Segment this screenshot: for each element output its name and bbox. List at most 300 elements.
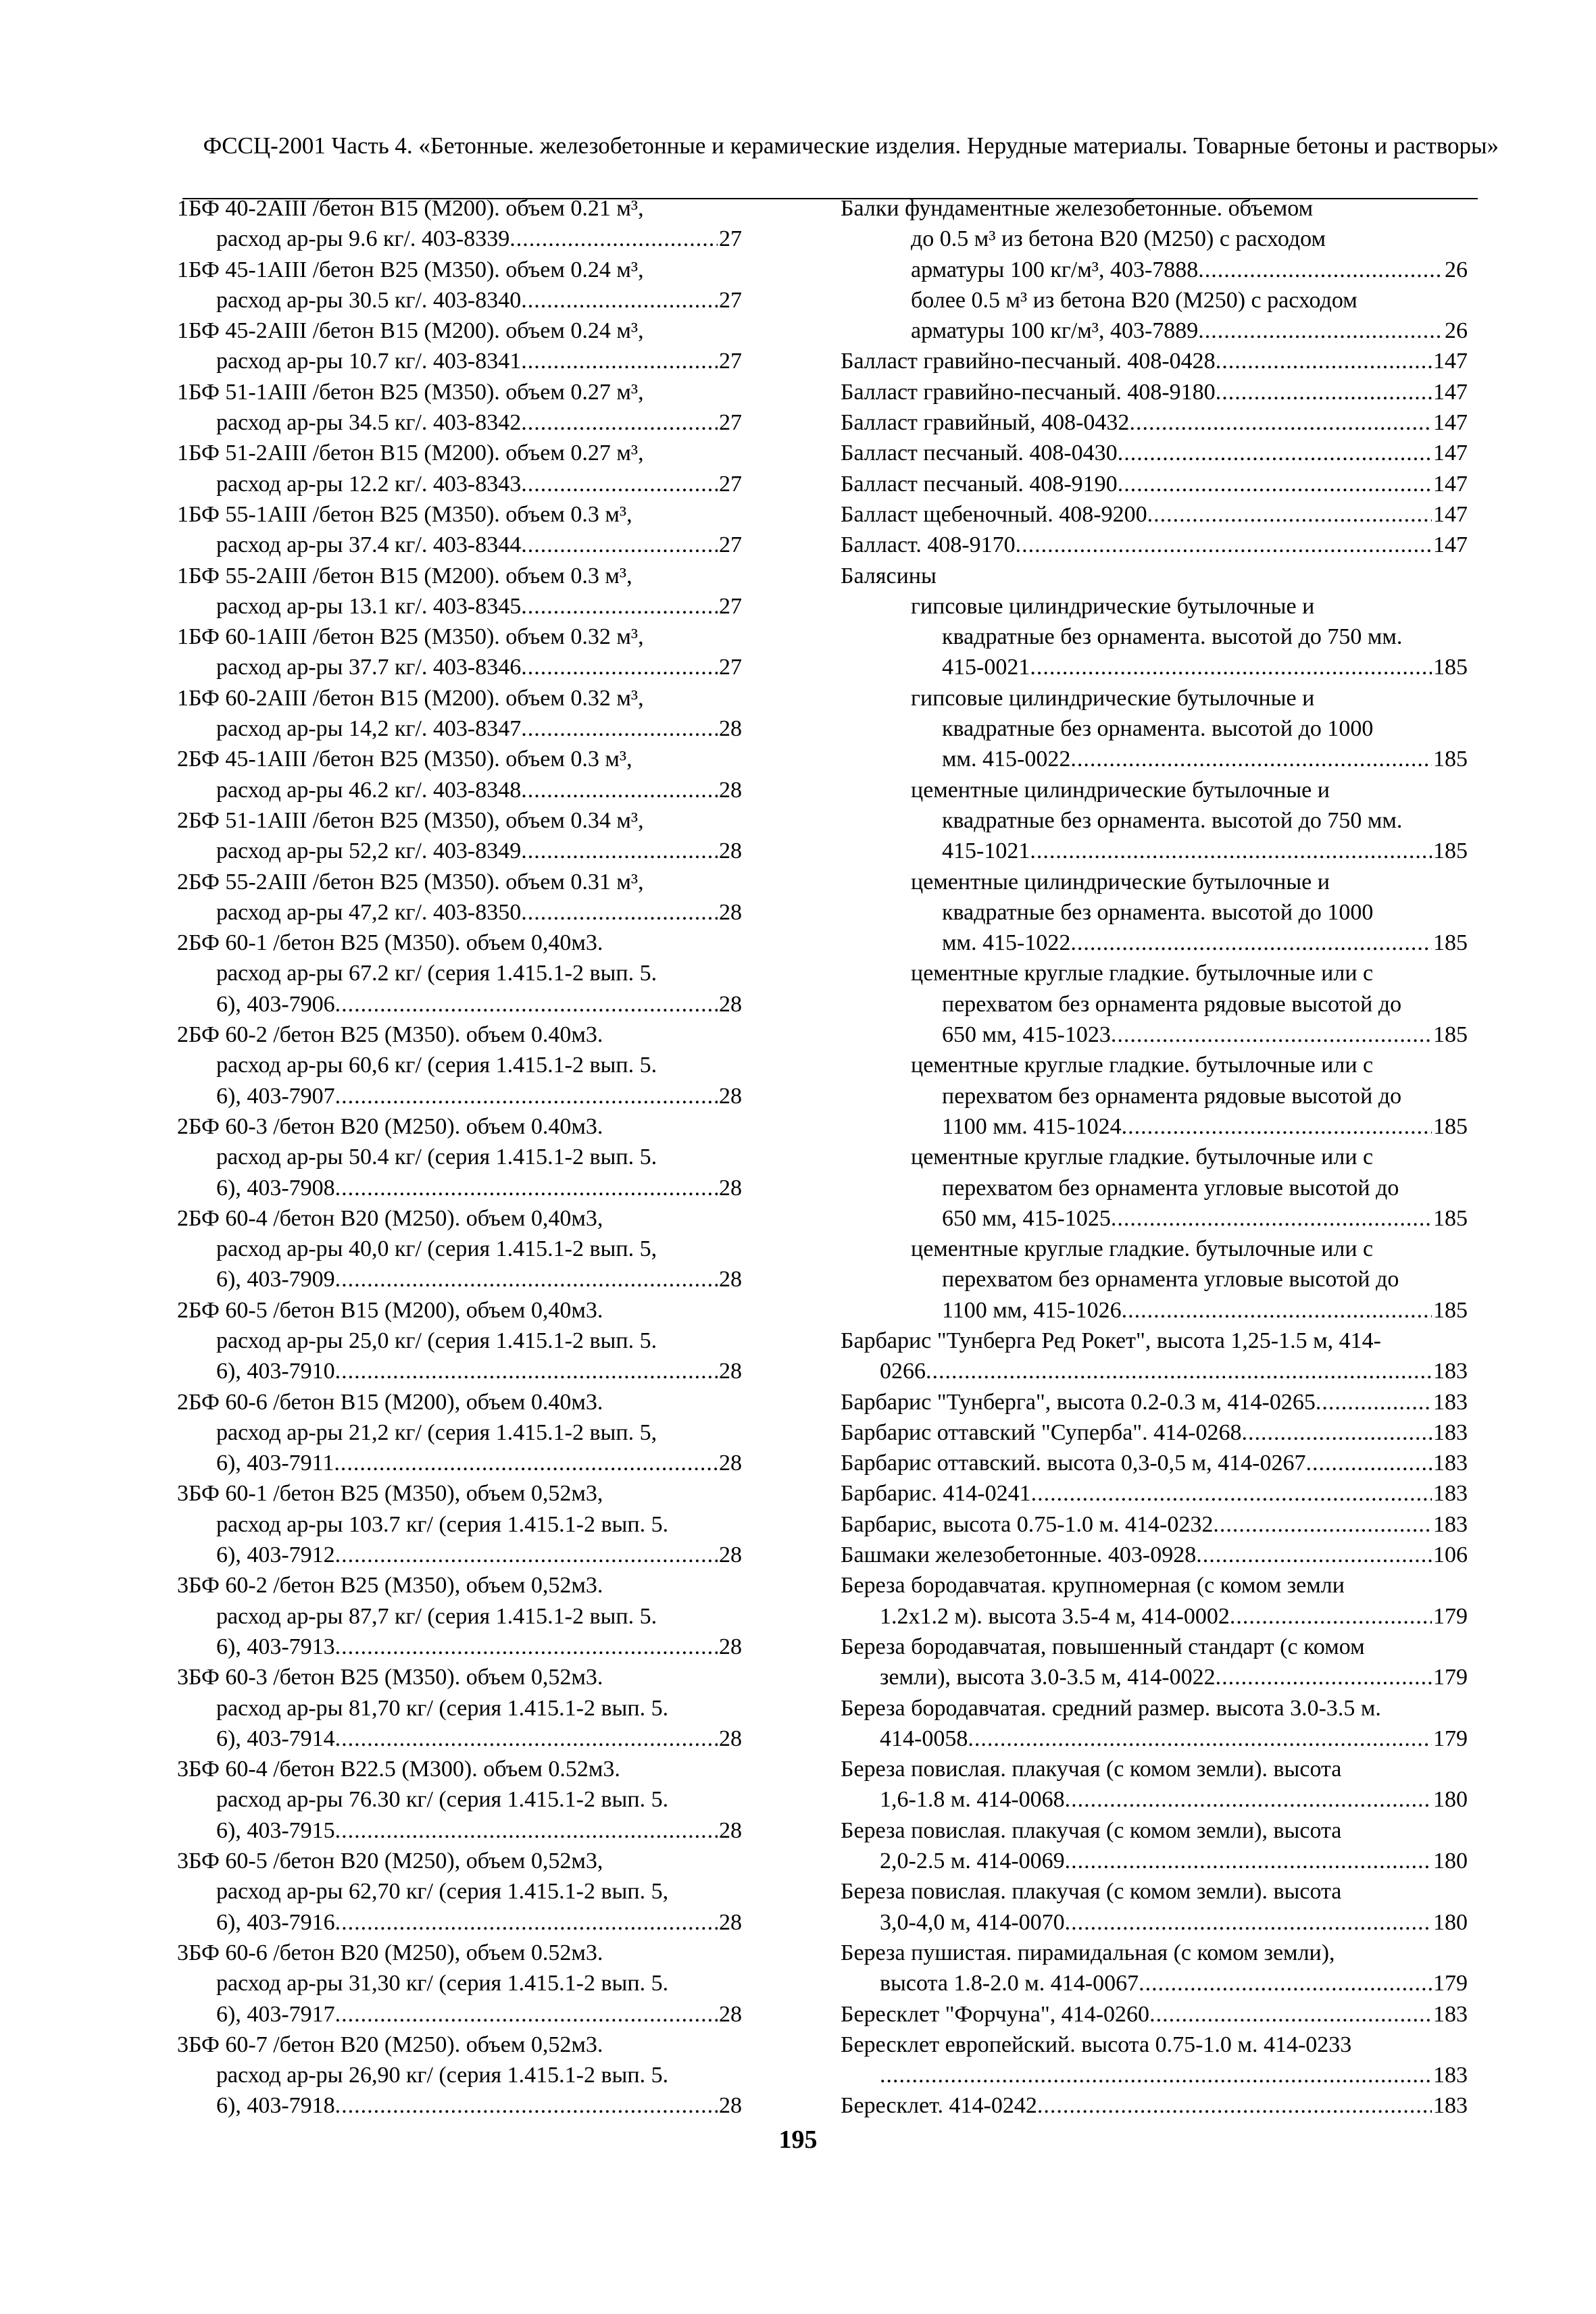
page-number: 195 bbox=[778, 2126, 818, 2154]
entry-page-ref: 180 bbox=[1433, 1848, 1468, 1874]
index-entry bbox=[841, 285, 1468, 347]
entry-page-ref: 28 bbox=[719, 1359, 742, 1384]
entry-page-ref: 27 bbox=[719, 532, 742, 558]
dot-leader bbox=[1149, 1999, 1432, 2030]
entry-text-line: Башмаки железобетонные. 403-0928 bbox=[841, 1542, 1197, 1568]
entry-text-line: Балласт гравийно-песчаный. 408-0428 bbox=[841, 349, 1216, 374]
dot-leader bbox=[1139, 1968, 1432, 1998]
entry-text-line: расход ар-ры 37.4 кг/. 403-8344 bbox=[216, 532, 522, 558]
entry-page-ref: 28 bbox=[719, 1542, 742, 1568]
entry-text-line: Балласт песчаный. 408-0430 bbox=[841, 441, 1118, 466]
entry-text-line: 1БФ 60-2AIII /бетон В15 (М200). объем 0.32 м³, bbox=[177, 685, 644, 711]
entry-text-line: 2БФ 60-1 /бетон В25 (М350). объем 0,40м3. bbox=[177, 930, 603, 956]
dot-leader bbox=[1111, 1203, 1432, 1234]
index-entry bbox=[177, 622, 742, 683]
entry-text-line: 6), 403-7907 bbox=[216, 1083, 335, 1109]
entry-text-line: 6), 403-7917 bbox=[216, 2001, 335, 2027]
index-entry bbox=[841, 683, 1468, 775]
index-entry bbox=[177, 867, 742, 928]
entry-text-line: 1100 мм, 415-1026 bbox=[942, 1297, 1122, 1323]
index-entry bbox=[177, 1846, 742, 1938]
index-entry bbox=[841, 867, 1468, 959]
entry-page-ref: 27 bbox=[719, 349, 742, 374]
entry-text-line: 2БФ 60-6 /бетон В15 (М200), объем 0.40м3. bbox=[177, 1389, 603, 1415]
entry-text-line: 415-0021 bbox=[942, 655, 1030, 680]
entry-page-ref: 185 bbox=[1433, 1297, 1468, 1323]
entry-text-line: квадратные без орнамента. высотой до 750 мм. bbox=[942, 807, 1403, 833]
entry-text-line: 6), 403-7906 bbox=[216, 991, 335, 1017]
entry-text-line: 2БФ 60-4 /бетон В20 (М250). объем 0,40м3, bbox=[177, 1205, 603, 1231]
index-entry bbox=[177, 1570, 742, 1662]
dot-leader bbox=[521, 591, 718, 622]
index-entry bbox=[177, 1203, 742, 1295]
index-entry bbox=[841, 1693, 1468, 1755]
entry-text-line: Береза бородавчатая. средний размер. высота 3.0-3.5 м. bbox=[841, 1695, 1381, 1721]
entry-text-line: расход ар-ры 31,30 кг/ (серия 1.415.1-2 вып. 5. bbox=[216, 1971, 669, 1996]
index-entry bbox=[177, 193, 742, 255]
index-entry bbox=[841, 1938, 1468, 1999]
index-entry bbox=[177, 1754, 742, 1846]
dot-leader bbox=[334, 1448, 718, 1478]
entry-text-line: Балласт гравийный, 408-0432 bbox=[841, 410, 1130, 436]
index-entry bbox=[177, 1938, 742, 2030]
entry-text-line: 0266 bbox=[880, 1359, 926, 1384]
entry-text-line: мм. 415-0022 bbox=[942, 747, 1071, 772]
index-entry bbox=[841, 775, 1468, 867]
index-entry bbox=[177, 1020, 742, 1111]
dot-leader bbox=[521, 713, 718, 744]
entry-text-line: Береза повислая. плакучая (с комом земли), высота bbox=[841, 1817, 1342, 1843]
entry-page-ref: 183 bbox=[1433, 1451, 1468, 1476]
entry-text-line: высота 1.8-2.0 м. 414-0067 bbox=[880, 1971, 1139, 1996]
dot-leader bbox=[335, 1724, 718, 1754]
index-column-left bbox=[177, 193, 742, 2121]
index-entry bbox=[841, 561, 1468, 591]
entry-text-line: Береза бородавчатая. крупномерная (с комом земли bbox=[841, 1573, 1345, 1599]
index-entry bbox=[841, 1815, 1468, 1877]
index-entry bbox=[841, 499, 1468, 530]
dot-leader bbox=[1037, 2090, 1432, 2121]
index-entry bbox=[177, 1662, 742, 1754]
entry-text-line: 6), 403-7909 bbox=[216, 1267, 335, 1292]
index-entry bbox=[177, 255, 742, 316]
entry-text-line: расход ар-ры 62,70 кг/ (серия 1.415.1-2 вып. 5, bbox=[216, 1879, 669, 1905]
dot-leader bbox=[1122, 1295, 1432, 1326]
dot-leader bbox=[521, 469, 718, 499]
entry-text-line: цементные круглые гладкие. бутылочные или с bbox=[911, 1236, 1374, 1262]
entry-text-line: 415-1021 bbox=[942, 838, 1030, 864]
entry-page-ref: 27 bbox=[719, 593, 742, 619]
dot-leader bbox=[521, 407, 718, 438]
entry-page-ref: 183 bbox=[1433, 1359, 1468, 1384]
entry-text-line: 1,6-1.8 м. 414-0068 bbox=[880, 1787, 1065, 1813]
dot-leader bbox=[1230, 1601, 1432, 1632]
entry-text-line: Бересклет европейский. высота 0.75-1.0 м. 414-0233 bbox=[841, 2032, 1352, 2057]
entry-text-line: Барбарис. 414-0241 bbox=[841, 1481, 1031, 1507]
entry-text-line: 3БФ 60-2 /бетон В25 (М350), объем 0,52м3. bbox=[177, 1573, 603, 1599]
entry-page-ref: 28 bbox=[719, 899, 742, 925]
index-entry bbox=[177, 1478, 742, 1570]
entry-text-line: Береза пушистая. пирамидальная (с комом земли), bbox=[841, 1940, 1335, 1965]
entry-text-line: расход ар-ры 47,2 кг/. 403-8350 bbox=[216, 899, 522, 925]
entry-text-line: 1БФ 60-1AIII /бетон В25 (М350). объем 0.32 м³, bbox=[177, 624, 644, 650]
entry-page-ref: 147 bbox=[1433, 441, 1468, 466]
entry-text-line: Береза бородавчатая, повышенный стандарт (с комом bbox=[841, 1634, 1365, 1659]
entry-text-line: 6), 403-7910 bbox=[216, 1359, 335, 1384]
entry-text-line: Барбарис "Тунберга Ред Рокет", высота 1,25-1.5 м, 414- bbox=[841, 1328, 1381, 1353]
entry-text-line: 6), 403-7915 bbox=[216, 1817, 335, 1843]
entry-text-line: расход ар-ры 13.1 кг/. 403-8345 bbox=[216, 593, 522, 619]
entry-page-ref: 27 bbox=[719, 471, 742, 497]
entry-text-line: Бересклет. 414-0242 bbox=[841, 2093, 1037, 2119]
entry-text-line: 3БФ 60-1 /бетон В25 (М350), объем 0,52м3, bbox=[177, 1481, 603, 1507]
entry-text-line: 2БФ 55-2AIII /бетон В25 (М350). объем 0.31 м³, bbox=[177, 869, 644, 895]
index-entry bbox=[841, 530, 1468, 560]
entry-text-line: 2БФ 60-2 /бетон В25 (М350). объем 0.40м3. bbox=[177, 1022, 603, 1048]
entry-text-line: 1100 мм. 415-1024 bbox=[942, 1113, 1122, 1139]
entry-text-line: расход ар-ры 50.4 кг/ (серия 1.415.1-2 вып. 5. bbox=[216, 1145, 657, 1170]
entry-text-line: 650 мм, 415-1023 bbox=[942, 1022, 1111, 1048]
index-entry bbox=[177, 805, 742, 867]
entry-page-ref: 183 bbox=[1433, 2063, 1468, 2088]
dot-leader bbox=[335, 1815, 718, 1846]
entry-text-line: расход ар-ры 12.2 кг/. 403-8343 bbox=[216, 471, 522, 497]
entry-page-ref: 147 bbox=[1433, 471, 1468, 497]
entry-page-ref: 147 bbox=[1433, 349, 1468, 374]
entry-text-line: до 0.5 м³ из бетона В20 (М250) с расходом bbox=[911, 226, 1326, 252]
dot-leader bbox=[1070, 744, 1432, 774]
entry-page-ref: 106 bbox=[1433, 1542, 1468, 1568]
dot-leader bbox=[335, 989, 718, 1020]
index-entry bbox=[841, 1326, 1468, 1387]
index-entry bbox=[177, 377, 742, 438]
entry-text-line: Барбарис "Тунберга", высота 0.2-0.3 м, 414-0265 bbox=[841, 1389, 1316, 1415]
dot-leader bbox=[509, 224, 718, 254]
entry-text-line: Бересклет "Форчуна", 414-0260 bbox=[841, 2001, 1150, 2027]
entry-text-line: 6), 403-7908 bbox=[216, 1175, 335, 1201]
index-entry bbox=[177, 499, 742, 561]
dot-leader bbox=[521, 836, 718, 866]
entry-page-ref: 180 bbox=[1433, 1909, 1468, 1935]
index-entry bbox=[841, 407, 1468, 438]
entry-text-line: перехватом без орнамента угловые высотой до bbox=[942, 1175, 1399, 1201]
index-entry bbox=[841, 1448, 1468, 1478]
entry-text-line: 3,0-4,0 м, 414-0070 bbox=[880, 1909, 1065, 1935]
entry-text-line: гипсовые цилиндрические бутылочные и bbox=[911, 685, 1315, 711]
entry-text-line: расход ар-ры 14,2 кг/. 403-8347 bbox=[216, 716, 522, 742]
entry-text-line: Балласт гравийно-песчаный. 408-9180 bbox=[841, 379, 1216, 405]
index-column-right bbox=[841, 193, 1468, 2121]
entry-page-ref: 28 bbox=[719, 1175, 742, 1201]
entry-page-ref: 179 bbox=[1433, 1971, 1468, 1996]
entry-page-ref: 26 bbox=[1445, 257, 1468, 282]
dot-leader bbox=[1129, 407, 1432, 438]
entry-text-line: расход ар-ры 30.5 кг/. 403-8340 bbox=[216, 287, 522, 313]
entry-page-ref: 183 bbox=[1433, 2093, 1468, 2119]
entry-text-line: цементные цилиндрические бутылочные и bbox=[911, 869, 1330, 895]
dot-leader bbox=[521, 897, 718, 928]
entry-page-ref: 185 bbox=[1433, 1113, 1468, 1139]
entry-page-ref: 147 bbox=[1433, 379, 1468, 405]
index-entry bbox=[841, 1570, 1468, 1632]
entry-text-line: расход ар-ры 34.5 кг/. 403-8342 bbox=[216, 410, 522, 436]
dot-leader bbox=[1213, 1509, 1432, 1540]
entry-page-ref: 28 bbox=[719, 1726, 742, 1751]
entry-page-ref: 28 bbox=[719, 1909, 742, 1935]
entry-text-line: перехватом без орнамента рядовые высотой до bbox=[942, 991, 1402, 1017]
entry-text-line: 6), 403-7911 bbox=[216, 1451, 334, 1476]
dot-leader bbox=[1070, 928, 1432, 958]
entry-text-line: расход ар-ры 10.7 кг/. 403-8341 bbox=[216, 349, 522, 374]
index-entry bbox=[841, 1876, 1468, 1938]
entry-page-ref: 28 bbox=[719, 716, 742, 742]
entry-page-ref: 183 bbox=[1433, 2001, 1468, 2027]
dot-leader bbox=[1147, 499, 1432, 530]
dot-leader bbox=[1111, 1020, 1432, 1050]
entry-page-ref: 185 bbox=[1433, 1205, 1468, 1231]
entry-text-line: 6), 403-7916 bbox=[216, 1909, 335, 1935]
entry-text-line: 1БФ 55-2AIII /бетон В15 (М200). объем 0.3 м³, bbox=[177, 563, 632, 588]
dot-leader bbox=[1216, 346, 1432, 376]
entry-page-ref: 28 bbox=[719, 1817, 742, 1843]
index-entry bbox=[177, 438, 742, 499]
dot-leader bbox=[968, 1724, 1432, 1754]
dot-leader bbox=[1216, 377, 1432, 407]
index-entry bbox=[841, 958, 1468, 1050]
entry-text-line: 1БФ 45-2AIII /бетон В15 (М200). объем 0.24 м³, bbox=[177, 318, 644, 344]
entry-text-line: 1БФ 40-2AIII /бетон В15 (М200). объем 0.21 м³, bbox=[177, 196, 644, 221]
dot-leader bbox=[1065, 1846, 1432, 1876]
entry-text-line: Барбарис, высота 0.75-1.0 м. 414-0232 bbox=[841, 1511, 1214, 1537]
entry-page-ref: 28 bbox=[719, 1083, 742, 1109]
entry-page-ref: 28 bbox=[719, 2001, 742, 2027]
entry-text-line: 2БФ 60-5 /бетон В15 (М200), объем 0,40м3. bbox=[177, 1297, 603, 1323]
index-entry bbox=[841, 1050, 1468, 1142]
dot-leader bbox=[1118, 469, 1432, 499]
dot-leader bbox=[335, 1173, 718, 1203]
entry-page-ref: 147 bbox=[1433, 501, 1468, 527]
index-entry bbox=[177, 561, 742, 622]
dot-leader bbox=[1030, 836, 1432, 866]
entry-page-ref: 27 bbox=[719, 655, 742, 680]
dot-leader bbox=[1122, 1111, 1432, 1142]
index-entry bbox=[841, 438, 1468, 468]
entry-text-line: расход ар-ры 52,2 кг/. 403-8349 bbox=[216, 838, 522, 864]
entry-text-line: мм. 415-1022 bbox=[942, 930, 1071, 956]
entry-text-line: 1БФ 51-2AIII /бетон В15 (М200). объем 0.27 м³, bbox=[177, 441, 644, 466]
entry-page-ref: 185 bbox=[1433, 655, 1468, 680]
entry-text-line: расход ар-ры 9.6 кг/. 403-8339 bbox=[216, 226, 510, 252]
entry-page-ref: 28 bbox=[719, 1634, 742, 1659]
dot-leader bbox=[1065, 1907, 1432, 1938]
dot-leader bbox=[335, 1356, 718, 1386]
entry-text-line: цементные круглые гладкие. бутылочные или с bbox=[911, 961, 1374, 986]
entry-text-line: 3БФ 60-7 /бетон В20 (М250). объем 0,52м3. bbox=[177, 2032, 603, 2057]
entry-page-ref: 26 bbox=[1445, 318, 1468, 344]
entry-text-line: 6), 403-7918 bbox=[216, 2093, 335, 2119]
entry-text-line: земли), высота 3.0-3.5 м, 414-0022 bbox=[880, 1665, 1216, 1690]
index-entry bbox=[841, 377, 1468, 407]
dot-leader bbox=[335, 1264, 718, 1294]
index-entry bbox=[841, 1234, 1468, 1326]
dot-leader bbox=[335, 1907, 718, 1938]
index-entry bbox=[177, 928, 742, 1020]
entry-text-line: 1.2x1.2 м). высота 3.5-4 м, 414-0002 bbox=[880, 1603, 1230, 1629]
entry-page-ref: 185 bbox=[1433, 838, 1468, 864]
entry-text-line: цементные круглые гладкие. бутылочные или с bbox=[911, 1145, 1374, 1170]
index-entry bbox=[177, 316, 742, 377]
index-entry bbox=[841, 1478, 1468, 1509]
index-entry bbox=[841, 591, 1468, 683]
index-entry bbox=[177, 744, 742, 805]
entry-text-line: Береза повислая. плакучая (с комом земли). высота bbox=[841, 1879, 1342, 1905]
entry-text-line: Барбарис оттавский. высота 0,3-0,5 м, 414-0267 bbox=[841, 1451, 1306, 1476]
entry-text-line: перехватом без орнамента угловые высотой до bbox=[942, 1267, 1399, 1292]
entry-text-line: арматуры 100 кг/м³, 403-7888 bbox=[911, 257, 1199, 282]
entry-page-ref: 179 bbox=[1433, 1726, 1468, 1751]
entry-text-line: 1БФ 45-1AIII /бетон В25 (М350). объем 0.24 м³, bbox=[177, 257, 644, 282]
index-entry bbox=[177, 2030, 742, 2121]
entry-page-ref: 28 bbox=[719, 1451, 742, 1476]
entry-page-ref: 28 bbox=[719, 838, 742, 864]
entry-page-ref: 27 bbox=[719, 410, 742, 436]
entry-text-line: 3БФ 60-3 /бетон В25 (М350). объем 0,52м3. bbox=[177, 1665, 603, 1690]
index-entry bbox=[841, 346, 1468, 376]
dot-leader bbox=[521, 775, 718, 805]
entry-text-line: квадратные без орнамента. высотой до 1000 bbox=[942, 899, 1374, 925]
entry-page-ref: 28 bbox=[719, 991, 742, 1017]
dot-leader bbox=[335, 1081, 718, 1111]
dot-leader bbox=[880, 2060, 1432, 2090]
entry-page-ref: 183 bbox=[1433, 1511, 1468, 1537]
running-header: ФССЦ-2001 Часть 4. «Бетонные. железобетонные и керамические изделия. Нерудные материалы. Товарные бетоны и растворы» bbox=[203, 132, 1499, 159]
entry-text-line: гипсовые цилиндрические бутылочные и bbox=[911, 593, 1315, 619]
index-entry bbox=[841, 1540, 1468, 1570]
entry-text-line: 1БФ 51-1AIII /бетон В25 (М350). объем 0.27 м³, bbox=[177, 379, 644, 405]
dot-leader bbox=[1118, 438, 1432, 468]
index-entry bbox=[841, 193, 1468, 285]
dot-leader bbox=[1031, 1478, 1432, 1509]
entry-text-line: расход ар-ры 25,0 кг/ (серия 1.415.1-2 вып. 5. bbox=[216, 1328, 657, 1353]
entry-text-line: перехватом без орнамента рядовые высотой до bbox=[942, 1083, 1402, 1109]
index-entry bbox=[841, 1632, 1468, 1693]
entry-text-line: расход ар-ры 76.30 кг/ (серия 1.415.1-2 вып. 5. bbox=[216, 1787, 669, 1813]
entry-text-line: Береза повислая. плакучая (с комом земли). высота bbox=[841, 1757, 1342, 1782]
index-entry bbox=[841, 1417, 1468, 1448]
entry-text-line: Балласт. 408-9170 bbox=[841, 532, 1016, 558]
dot-leader bbox=[1065, 1784, 1432, 1815]
index-entry bbox=[841, 2090, 1468, 2121]
dot-leader bbox=[521, 652, 718, 682]
index-entry bbox=[841, 1999, 1468, 2030]
entry-text-line: Балки фундаментные железобетонные. объемом bbox=[841, 196, 1314, 221]
dot-leader bbox=[521, 285, 718, 316]
index-entry bbox=[177, 683, 742, 745]
entry-text-line: 2БФ 60-3 /бетон В20 (М250). объем 0.40м3. bbox=[177, 1113, 603, 1139]
entry-text-line: 6), 403-7914 bbox=[216, 1726, 335, 1751]
entry-text-line: 6), 403-7912 bbox=[216, 1542, 335, 1568]
entry-text-line: 1БФ 55-1AIII /бетон В25 (М350). объем 0.3 м³, bbox=[177, 501, 632, 527]
dot-leader bbox=[1216, 1662, 1432, 1692]
entry-text-line: 3БФ 60-4 /бетон В22.5 (М300). объем 0.52м3. bbox=[177, 1757, 620, 1782]
dot-leader bbox=[335, 1632, 718, 1662]
dot-leader bbox=[335, 1999, 718, 2030]
entry-text-line: более 0.5 м³ из бетона В20 (М250) с расходом bbox=[911, 287, 1357, 313]
entry-text-line: цементные цилиндрические бутылочные и bbox=[911, 777, 1330, 803]
entry-page-ref: 185 bbox=[1433, 747, 1468, 772]
entry-page-ref: 185 bbox=[1433, 930, 1468, 956]
dot-leader bbox=[1198, 255, 1443, 285]
entry-page-ref: 147 bbox=[1433, 410, 1468, 436]
dot-leader bbox=[1242, 1417, 1432, 1448]
dot-leader bbox=[521, 530, 718, 560]
entry-text-line: квадратные без орнамента. высотой до 1000 bbox=[942, 716, 1374, 742]
dot-leader bbox=[335, 1540, 718, 1570]
entry-text-line: 650 мм, 415-1025 bbox=[942, 1205, 1111, 1231]
entry-page-ref: 28 bbox=[719, 2093, 742, 2119]
entry-text-line: арматуры 100 кг/м³, 403-7889 bbox=[911, 318, 1199, 344]
entry-text-line: 3БФ 60-5 /бетон В20 (М250), объем 0,52м3, bbox=[177, 1848, 603, 1874]
index-entry bbox=[177, 1295, 742, 1387]
dot-leader bbox=[1198, 316, 1443, 346]
dot-leader bbox=[521, 346, 718, 376]
index-entry bbox=[177, 1387, 742, 1479]
entry-text-line: расход ар-ры 26,90 кг/ (серия 1.415.1-2 вып. 5. bbox=[216, 2063, 669, 2088]
entry-text-line: 2БФ 45-1AIII /бетон В25 (М350). объем 0.3 м³, bbox=[177, 747, 632, 772]
entry-text-line: расход ар-ры 40,0 кг/ (серия 1.415.1-2 вып. 5, bbox=[216, 1236, 657, 1262]
entry-page-ref: 180 bbox=[1433, 1787, 1468, 1813]
entry-text-line: Балясины bbox=[841, 563, 937, 588]
dot-leader bbox=[1196, 1540, 1432, 1570]
entry-page-ref: 179 bbox=[1433, 1665, 1468, 1690]
index-entry bbox=[841, 2030, 1468, 2091]
entry-text-line: Балласт песчаный. 408-9190 bbox=[841, 471, 1118, 497]
index-entry bbox=[841, 1509, 1468, 1540]
entry-page-ref: 185 bbox=[1433, 1022, 1468, 1048]
entry-text-line: расход ар-ры 81,70 кг/ (серия 1.415.1-2 вып. 5. bbox=[216, 1695, 669, 1721]
entry-text-line: расход ар-ры 46.2 кг/. 403-8348 bbox=[216, 777, 522, 803]
entry-text-line: 2БФ 51-1AIII /бетон В25 (М350), объем 0.34 м³, bbox=[177, 807, 644, 833]
entry-text-line: расход ар-ры 60,6 кг/ (серия 1.415.1-2 вып. 5. bbox=[216, 1053, 657, 1078]
entry-page-ref: 183 bbox=[1433, 1389, 1468, 1415]
entry-text-line: расход ар-ры 21,2 кг/ (серия 1.415.1-2 вып. 5, bbox=[216, 1419, 657, 1445]
index-entry bbox=[841, 469, 1468, 499]
dot-leader bbox=[1016, 530, 1432, 560]
entry-page-ref: 183 bbox=[1433, 1419, 1468, 1445]
entry-text-line: 2,0-2.5 м. 414-0069 bbox=[880, 1848, 1065, 1874]
entry-text-line: расход ар-ры 87,7 кг/ (серия 1.415.1-2 вып. 5. bbox=[216, 1603, 657, 1629]
entry-text-line: расход ар-ры 67.2 кг/ (серия 1.415.1-2 вып. 5. bbox=[216, 961, 657, 986]
entry-text-line: расход ар-ры 37.7 кг/. 403-8346 bbox=[216, 655, 522, 680]
dot-leader bbox=[1305, 1448, 1432, 1478]
entry-page-ref: 147 bbox=[1433, 532, 1468, 558]
entry-text-line: Балласт щебеночный. 408-9200 bbox=[841, 501, 1147, 527]
entry-page-ref: 179 bbox=[1433, 1603, 1468, 1629]
entry-text-line: цементные круглые гладкие. бутылочные или с bbox=[911, 1053, 1374, 1078]
index-entry bbox=[177, 1111, 742, 1203]
index-entry bbox=[841, 1754, 1468, 1815]
index-entry bbox=[841, 1142, 1468, 1234]
entry-page-ref: 28 bbox=[719, 1267, 742, 1292]
entry-text-line: квадратные без орнамента. высотой до 750 мм. bbox=[942, 624, 1403, 650]
entry-text-line: 3БФ 60-6 /бетон В20 (М250), объем 0.52м3. bbox=[177, 1940, 603, 1965]
dot-leader bbox=[1316, 1387, 1432, 1417]
index-entry bbox=[841, 1387, 1468, 1417]
entry-text-line: 6), 403-7913 bbox=[216, 1634, 335, 1659]
entry-page-ref: 27 bbox=[719, 287, 742, 313]
entry-page-ref: 183 bbox=[1433, 1481, 1468, 1507]
dot-leader bbox=[335, 2090, 718, 2121]
